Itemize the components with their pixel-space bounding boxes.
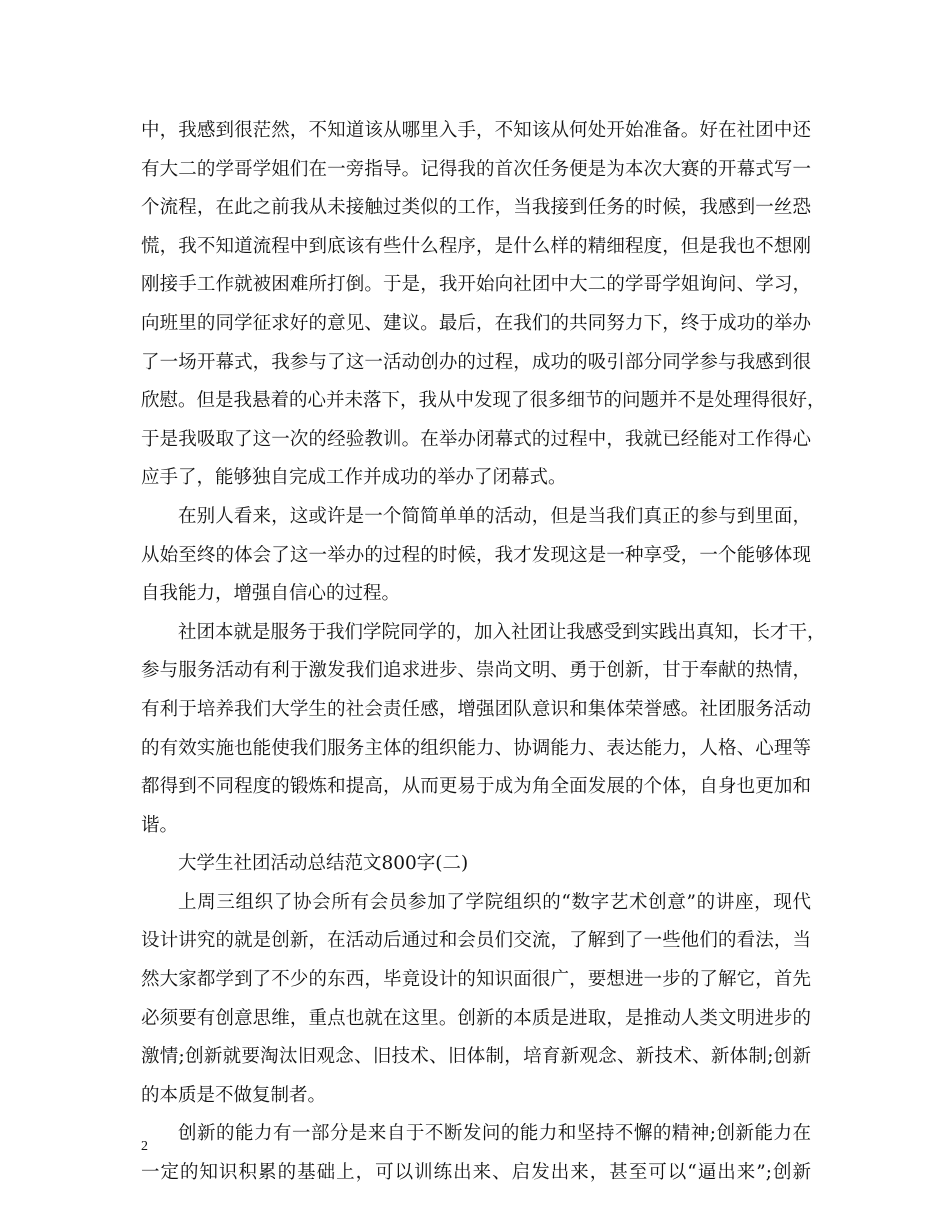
text-line: 刚接手工作就被困难所打倒。于是，我开始向社团中大二的学哥学姐询问、学习， bbox=[141, 274, 811, 296]
text-line: 从始至终的体会了这一举办的过程的时候，我才发现这是一种享受，一个能够体现 bbox=[141, 544, 811, 566]
text-line: 一定的知识积累的基础上，可以训练出来、启发出来，甚至可以“逼出来”;创新 bbox=[141, 1162, 811, 1184]
text-line: 的有效实施也能使我们服务主体的组织能力、协调能力、表达能力，人格、心理等 bbox=[141, 737, 811, 759]
paragraph-start-line: 创新的能力有一部分是来自于不断发问的能力和坚持不懈的精神;创新能力在 bbox=[178, 1123, 811, 1145]
text-line: 于是我吸取了这一次的经验教训。在举办闭幕式的过程中，我就已经能对工作得心 bbox=[141, 428, 811, 450]
text-line: 然大家都学到了不少的东西，毕竟设计的知识面很广，要想进一步的了解它，首先 bbox=[141, 969, 811, 991]
text-line: 设计讲究的就是创新，在活动后通过和会员们交流，了解到了一些他们的看法，当 bbox=[141, 930, 811, 952]
text-line: 都得到不同程度的锻炼和提高，从而更易于成为角全面发展的个体，自身也更加和 bbox=[141, 776, 811, 798]
text-line: 激情;创新就要淘汰旧观念、旧技术、旧体制，培育新观念、新技术、新体制;创新 bbox=[141, 1046, 811, 1068]
page-number: 2 bbox=[141, 1139, 148, 1154]
text-line: 有大二的学哥学姐们在一旁指导。记得我的首次任务便是为本次大赛的开幕式写一 bbox=[141, 158, 811, 180]
text-line: 自我能力，增强自信心的过程。 bbox=[141, 583, 401, 605]
text-line: 应手了，能够独自完成工作并成功的举办了闭幕式。 bbox=[141, 467, 567, 489]
text-line: 欣慰。但是我悬着的心并未落下，我从中发现了很多细节的问题并不是处理得很好， bbox=[141, 390, 826, 412]
paragraph-start-line: 在别人看来，这或许是一个简简单单的活动，但是当我们真正的参与到里面， bbox=[178, 505, 811, 527]
text-line: 必须要有创意思维，重点也就在这里。创新的本质是进取，是推动人类文明进步的 bbox=[141, 1007, 811, 1029]
section-heading: 大学生社团活动总结范文800字(二) bbox=[178, 853, 469, 875]
text-line: 慌，我不知道流程中到底该有些什么程序，是什么样的精细程度，但是我也不想刚 bbox=[141, 235, 811, 257]
text-line: 个流程，在此之前我从未接触过类似的工作，当我接到任务的时候，我感到一丝恐 bbox=[141, 197, 811, 219]
paragraph-start-line: 社团本就是服务于我们学院同学的，加入社团让我感受到实践出真知，长才干， bbox=[178, 621, 826, 643]
text-line: 参与服务活动有利于激发我们追求进步、崇尚文明、勇于创新，甘于奉献的热情， bbox=[141, 660, 811, 682]
paragraph-start-line: 上周三组织了协会所有会员参加了学院组织的“数字艺术创意”的讲座，现代 bbox=[178, 891, 811, 913]
text-line: 向班里的同学征求好的意见、建议。最后，在我们的共同努力下，终于成功的举办 bbox=[141, 312, 811, 334]
text-line: 的本质是不做复制者。 bbox=[141, 1084, 327, 1106]
text-line: 谐。 bbox=[141, 814, 179, 836]
text-line: 有利于培养我们大学生的社会责任感，增强团队意识和集体荣誉感。社团服务活动 bbox=[141, 698, 811, 720]
text-line: 中，我感到很茫然，不知道该从哪里入手，不知该从何处开始准备。好在社团中还 bbox=[141, 120, 811, 141]
document-body bbox=[141, 112, 826, 1193]
text-line: 了一场开幕式，我参与了这一活动创办的过程，成功的吸引部分同学参与我感到很 bbox=[141, 351, 811, 373]
